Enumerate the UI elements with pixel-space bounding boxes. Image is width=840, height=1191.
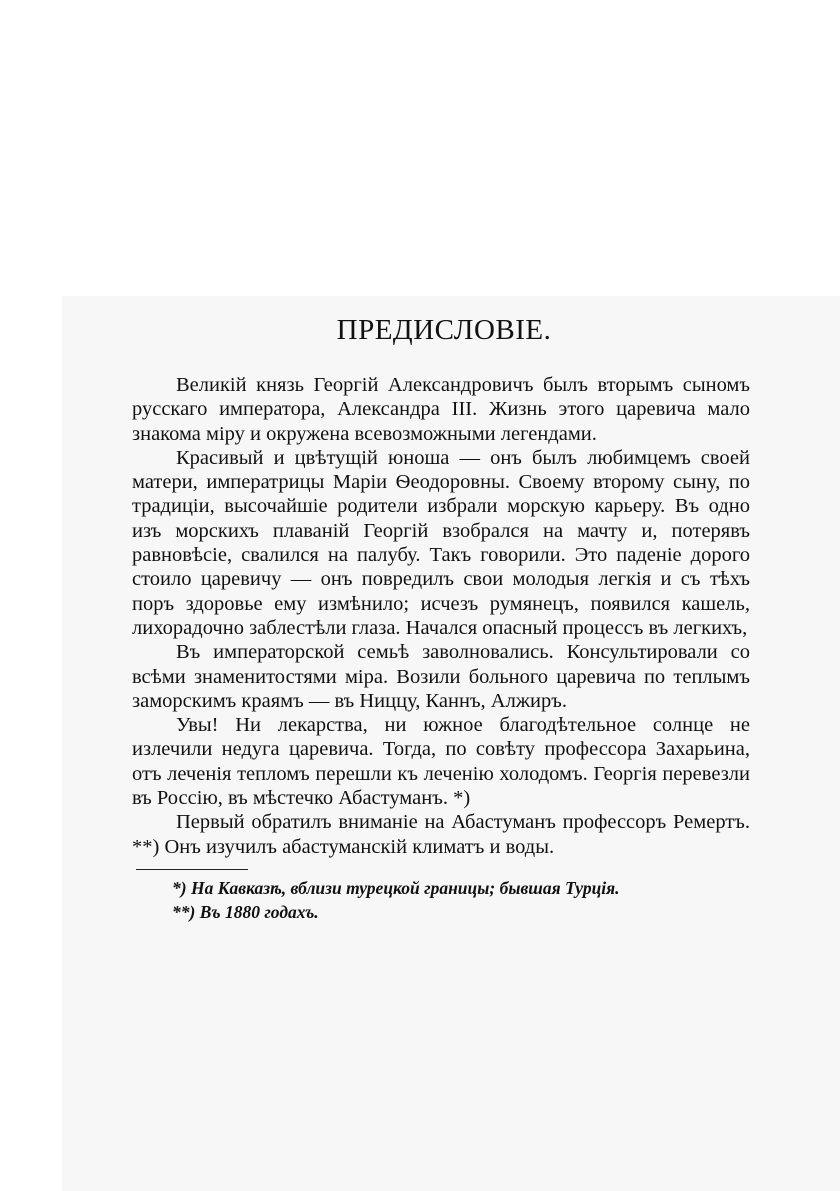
paragraph-4: Увы! Ни лекарства, ни южное благодѣтельное солнце не излечили недуга царевича. Тогда, по совѣту профессора Захарьина, отъ леченія тепломъ перешли къ леченію холодомъ. Георгія перевезли въ Россію, въ мѣстечко Абастуманъ. *) bbox=[132, 714, 750, 810]
paragraph-3: Въ императорской семьѣ заволновались. Консультировали со всѣми знаменитостями міра. Возили больного царевича по теплымъ заморскимъ краямъ — въ Ниццу, Каннъ, Алжиръ. bbox=[132, 641, 750, 712]
footnote-2: **) Въ 1880 годахъ. bbox=[172, 901, 319, 922]
paragraph-1: Великій князь Георгій Александровичъ былъ вторымъ сыномъ русскаго императора, Александра III. Жизнь этого царевича мало знакома міру и окружена всевозможными легендами. bbox=[132, 374, 750, 445]
footnote-1: *) На Кавказѣ, вблизи турецкой границы; бывшая Турція. bbox=[172, 877, 620, 898]
footnote-divider bbox=[136, 869, 248, 870]
paragraph-5: Первый обратилъ вниманіе на Абастуманъ профессоръ Ремертъ. **) Онъ изучилъ абастуманскій климатъ и воды. bbox=[132, 811, 750, 858]
page-title: ПРЕДИСЛОВІЕ. bbox=[336, 314, 552, 346]
document-page bbox=[132, 314, 750, 924]
paragraph-2: Красивый и цвѣтущій юноша — онъ былъ любимцемъ своей матери, императрицы Маріи Ѳеодоровны. Своему второму сыну, по традиціи, высочайшіе родители избрали морскую карьеру. Въ одно изъ морскихъ плаваній Георгій взобрался на мачту и, потерявъ равновѣсіе, свалился на палубу. Такъ говорили. Это паденіе дорого стоило царевичу — онъ повредилъ свои молодыя легкія и съ тѣхъ поръ здоровье ему измѣнило; исчезъ румянецъ, появился кашель, лихорадочно заблестѣли глаза. Начался опасный процессъ въ легкихъ, bbox=[132, 446, 750, 639]
